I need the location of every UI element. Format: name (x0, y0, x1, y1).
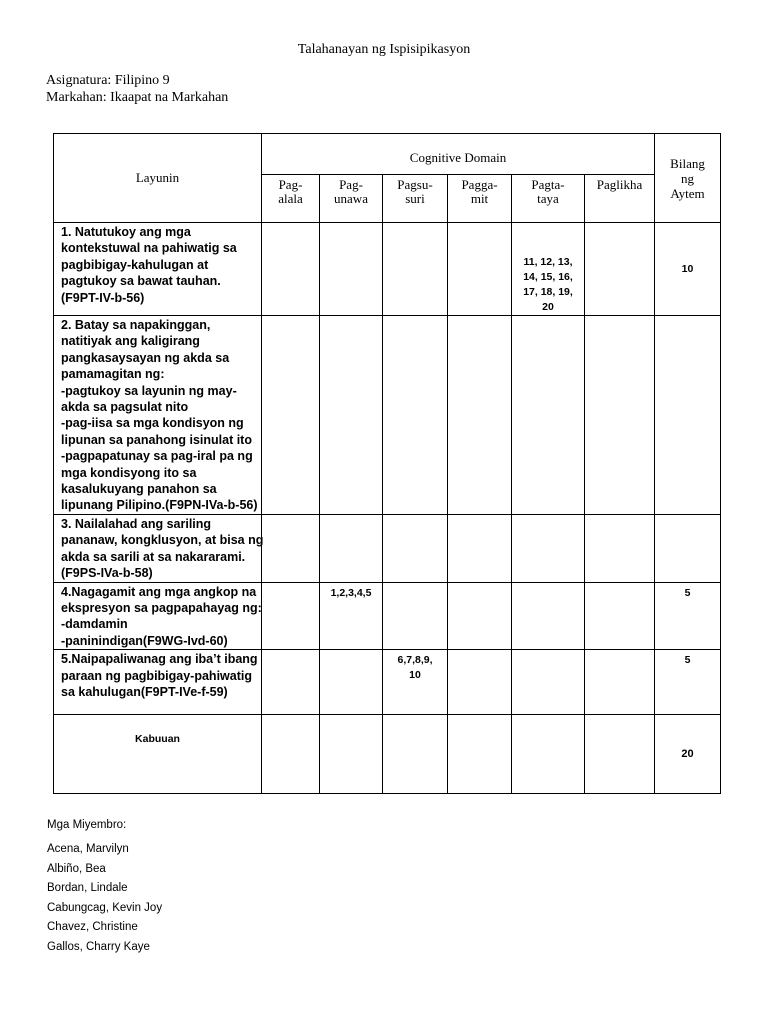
item-count-cell: 10 (655, 223, 721, 316)
header-line: Pagga- (461, 177, 498, 192)
header-line: Pagsu- (397, 177, 433, 192)
empty-cell (512, 715, 585, 794)
header-line: Pagta- (531, 177, 565, 192)
objective-line: natitiyak ang kaligirang (61, 334, 200, 349)
empty-cell (448, 582, 512, 650)
objective-line: pamamagitan ng: (61, 367, 165, 382)
objective-line: pagbibigay-kahulugan at (61, 257, 209, 272)
header-line: Paglikha (596, 177, 643, 192)
members-list (47, 842, 162, 960)
member-name: Gallos, Charry Kaye (47, 940, 150, 953)
objective-cell (54, 223, 262, 316)
member-name: Acena, Marvilyn (47, 843, 129, 855)
header-line: Pag- (339, 177, 363, 192)
header-line: alala (278, 191, 303, 206)
table-row (54, 650, 721, 715)
objective-line: lipunang Pilipino.(F9PN-IVa-b-56) (61, 498, 258, 513)
member-name: Albiño, Bea (47, 862, 106, 875)
empty-cell (585, 316, 655, 515)
item-numbers-line: 10 (409, 669, 421, 682)
objective-line: akda sa pagsulat nito (61, 400, 189, 415)
empty-cell (448, 715, 512, 794)
objective-line: -pag-iisa sa mga kondisyon ng (61, 416, 244, 431)
header-pagsusuri (383, 175, 448, 223)
empty-cell (320, 514, 383, 582)
total-value: 20 (655, 715, 721, 794)
item-numbers-line: 20 (542, 301, 554, 313)
objective-line: kontekstuwal na pahiwatig sa (61, 241, 237, 256)
header-paggamit (448, 175, 512, 223)
empty-cell (585, 715, 655, 794)
header-paglikha (585, 175, 655, 223)
item-count-cell: 5 (655, 650, 721, 715)
header-pagalala (262, 175, 320, 223)
objective-cell (54, 514, 262, 582)
header-bilang-line: ng (681, 170, 695, 186)
objective-line: 3. Nailalahad ang sariling (61, 516, 212, 531)
empty-cell (262, 223, 320, 316)
objective-line: (F9PS-IVa-b-58) (61, 566, 153, 581)
objective-line: lipunan sa panahong isinulat ito (61, 432, 252, 447)
objective-line: 5.Naipapaliwanag ang iba’t ibang (61, 652, 258, 667)
item-numbers-line: 11, 12, 13, (523, 256, 573, 268)
objective-line: paraan ng pagbibigay-pahiwatig (61, 668, 252, 683)
empty-cell (262, 316, 320, 515)
pagunawa-items-cell: 1,2,3,4,5 (320, 582, 383, 650)
empty-cell (448, 223, 512, 316)
empty-cell (655, 316, 721, 515)
header-line: suri (405, 191, 425, 206)
table-row (54, 316, 721, 515)
pagsusuri-items-cell (383, 650, 448, 715)
objective-line: ekspresyon sa pagpapahayag ng: (61, 600, 262, 615)
empty-cell (448, 514, 512, 582)
empty-cell (383, 223, 448, 316)
total-row (54, 715, 721, 794)
member-name: Cabungcag, Kevin Joy (47, 901, 163, 914)
objective-line: pananaw, kongklusyon, at bisa ng (61, 533, 264, 548)
empty-cell (262, 715, 320, 794)
objective-line: -pagtukoy sa layunin ng may- (61, 383, 237, 398)
empty-cell (320, 715, 383, 794)
objective-line: 2. Batay sa napakinggan, (61, 318, 211, 332)
empty-cell (585, 223, 655, 316)
specification-table (53, 133, 721, 794)
empty-cell (585, 582, 655, 650)
empty-cell (320, 223, 383, 316)
header-pagtataya (512, 175, 585, 223)
table-row (54, 582, 721, 650)
header-line: taya (537, 191, 559, 206)
pagtataya-items-cell (512, 223, 585, 316)
empty-cell (320, 316, 383, 515)
table-row (54, 514, 721, 582)
item-numbers-line: 6,7,8,9, (397, 654, 433, 667)
member-name: Chavez, Christine (47, 921, 138, 934)
empty-cell (383, 316, 448, 515)
item-count-cell: 5 (655, 582, 721, 650)
item-numbers-line: 17, 18, 19, (523, 286, 573, 298)
header-bilang-ng-aytem (655, 134, 721, 223)
header-pagunawa (320, 175, 383, 223)
objective-line: 1. Natutukoy ang mga (61, 225, 191, 239)
empty-cell (655, 514, 721, 582)
objective-line: 4.Nagagamit ang mga angkop na (61, 584, 257, 599)
total-label: Kabuuan (54, 715, 262, 794)
objective-line: -damdamin (61, 617, 128, 632)
header-line: Pag- (278, 177, 303, 192)
empty-cell (512, 650, 585, 715)
empty-cell (262, 650, 320, 715)
header-layunin: Layunin (54, 134, 262, 223)
objective-cell (54, 650, 262, 715)
empty-cell (383, 715, 448, 794)
table-row (54, 223, 721, 316)
empty-cell (448, 316, 512, 515)
item-numbers-line: 14, 15, 16, (523, 271, 573, 283)
member-name: Bordan, Lindale (47, 882, 128, 895)
empty-cell (320, 650, 383, 715)
empty-cell (585, 514, 655, 582)
objective-line: mga kondisyong ito sa (61, 465, 197, 480)
header-bilang-line: Bilang (670, 155, 705, 171)
objective-line: -pagpapatunay sa pag-iral pa ng (61, 449, 253, 464)
objective-cell (54, 316, 262, 515)
objective-line: (F9PT-IV-b-56) (61, 290, 145, 305)
empty-cell (383, 514, 448, 582)
objective-line: pagtukoy sa bawat tauhan. (61, 274, 221, 289)
objective-line: akda sa sarili at sa nakararami. (61, 549, 246, 564)
header-bilang-line: Aytem (670, 185, 705, 201)
subject-line: Asignatura: Filipino 9 (46, 73, 170, 88)
objective-line: kasalukuyang panahon sa (61, 482, 217, 497)
header-line: unawa (334, 191, 368, 206)
document-title: Talahanayan ng Ispisipikasyon (297, 42, 471, 57)
empty-cell (262, 514, 320, 582)
quarter-line: Markahan: Ikaapat na Markahan (46, 90, 229, 105)
empty-cell (585, 650, 655, 715)
members-heading: Mga Miyembro: (47, 819, 127, 831)
objective-line: -paninindigan(F9WG-Ivd-60) (61, 633, 228, 648)
empty-cell (448, 650, 512, 715)
header-line: mit (470, 191, 489, 206)
header-cognitive-domain: Cognitive Domain (262, 134, 655, 175)
empty-cell (262, 582, 320, 650)
empty-cell (512, 316, 585, 515)
objective-cell (54, 582, 262, 650)
objective-line: pangkasaysayan ng akda sa (61, 350, 230, 365)
empty-cell (512, 582, 585, 650)
objective-line: sa kahulugan(F9PT-IVe-f-59) (61, 684, 228, 699)
empty-cell (512, 514, 585, 582)
empty-cell (383, 582, 448, 650)
